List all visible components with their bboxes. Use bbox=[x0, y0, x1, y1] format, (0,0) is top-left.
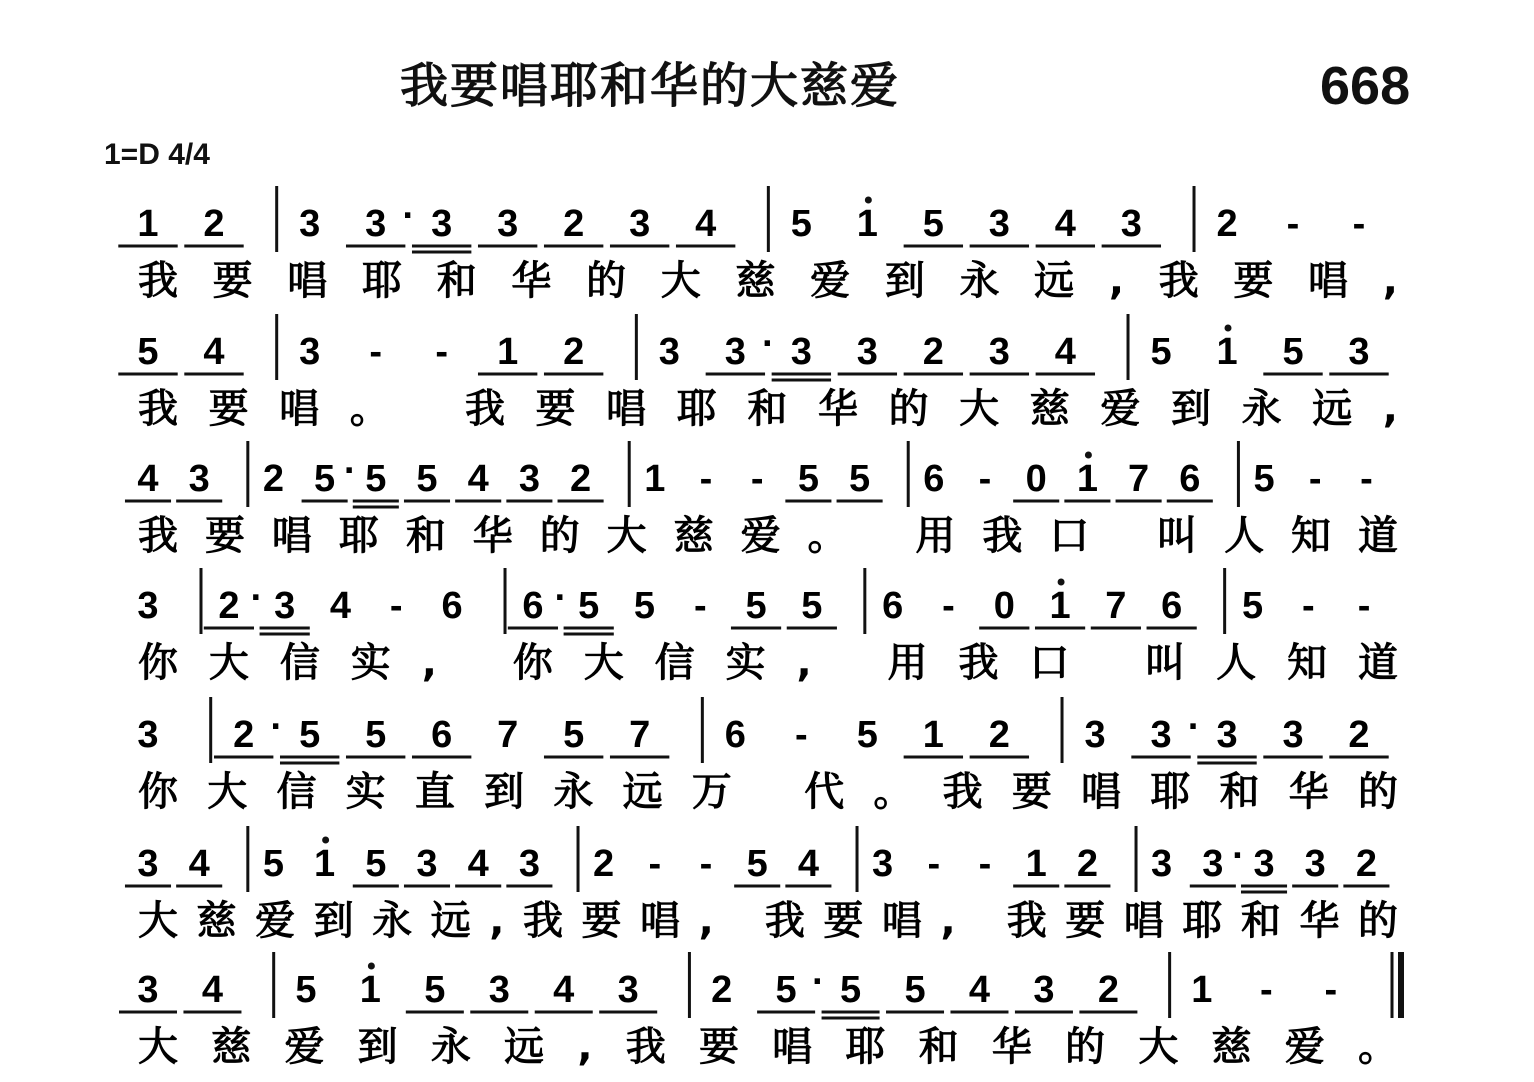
dash-extension: - bbox=[927, 843, 941, 885]
dash-extension: - bbox=[435, 331, 449, 373]
note: 5 bbox=[1241, 585, 1264, 627]
note: 5 bbox=[416, 458, 438, 500]
note: 3 bbox=[137, 969, 159, 1011]
note: 5 bbox=[633, 585, 656, 627]
note: 1 bbox=[314, 843, 336, 885]
note: 5 bbox=[365, 458, 387, 500]
high-octave-dot bbox=[322, 837, 329, 844]
dash-extension: - bbox=[648, 843, 662, 885]
note: 4 bbox=[553, 969, 575, 1011]
hymn-number: 668 bbox=[1320, 56, 1411, 116]
augmentation-dot: · bbox=[402, 195, 416, 237]
note: 3 bbox=[274, 585, 296, 627]
note: 5 bbox=[424, 969, 446, 1011]
dash-extension: - bbox=[693, 585, 707, 627]
note: 5 bbox=[790, 203, 812, 245]
note: 5 bbox=[299, 714, 321, 756]
note: 5 bbox=[137, 331, 159, 373]
dash-extension: - bbox=[1357, 585, 1371, 627]
note: 3 bbox=[497, 203, 519, 245]
note: 4 bbox=[188, 843, 210, 885]
note: 5 bbox=[856, 714, 878, 756]
dash-extension: - bbox=[1286, 203, 1300, 245]
note: 5 bbox=[578, 585, 600, 627]
note: 3 bbox=[431, 203, 453, 245]
note: 3 bbox=[518, 843, 540, 885]
dash-extension: - bbox=[1259, 969, 1273, 1011]
augmentation-dot: · bbox=[1232, 835, 1245, 877]
note: 7 bbox=[629, 714, 651, 756]
note: 3 bbox=[1202, 843, 1224, 885]
augmentation-dot: · bbox=[812, 961, 825, 1003]
note: 5 bbox=[295, 969, 317, 1011]
note: 3 bbox=[299, 331, 321, 373]
dash-extension: - bbox=[942, 585, 955, 627]
note: 1 bbox=[922, 714, 944, 756]
note: 4 bbox=[201, 969, 224, 1011]
note: 1 bbox=[856, 203, 878, 245]
note: 5 bbox=[1282, 331, 1304, 373]
note: 3 bbox=[988, 203, 1010, 245]
note: 3 bbox=[988, 331, 1010, 373]
dash-extension: - bbox=[1308, 458, 1322, 500]
note: 4 bbox=[467, 458, 489, 500]
note: 3 bbox=[1150, 714, 1172, 756]
note: 3 bbox=[1084, 714, 1106, 756]
note: 2 bbox=[563, 203, 585, 245]
note: 4 bbox=[203, 331, 225, 373]
note: 1 bbox=[1076, 458, 1098, 500]
dash-extension: - bbox=[795, 714, 808, 756]
note: 6 bbox=[1179, 458, 1201, 500]
note: 2 bbox=[711, 969, 733, 1011]
note: 2 bbox=[922, 331, 944, 373]
note: 2 bbox=[1076, 843, 1098, 885]
note: 4 bbox=[467, 843, 489, 885]
dash-extension: - bbox=[1301, 585, 1315, 627]
note: 0 bbox=[1025, 458, 1047, 500]
note: 2 bbox=[1097, 969, 1119, 1011]
note: 5 bbox=[1150, 331, 1172, 373]
lyrics-line: 你大信实, 你大信实, 用我口 叫人知道 bbox=[138, 640, 1398, 686]
dash-extension: - bbox=[699, 458, 713, 500]
note: 1 bbox=[497, 331, 519, 373]
note: 5 bbox=[801, 585, 823, 627]
dash-extension: - bbox=[1352, 203, 1366, 245]
high-octave-dot bbox=[1058, 579, 1065, 586]
score-line bbox=[137, 568, 1398, 686]
lyrics-line: 大慈爱到永远,我要唱耶和华的大慈爱。 bbox=[138, 1024, 1398, 1070]
augmentation-dot: · bbox=[1187, 706, 1201, 748]
note: 3 bbox=[617, 969, 639, 1011]
note: 4 bbox=[1054, 203, 1076, 245]
note: 2 bbox=[218, 585, 240, 627]
note: 5 bbox=[563, 714, 585, 756]
note: 5 bbox=[922, 203, 944, 245]
score-line bbox=[125, 826, 1398, 944]
note: 3 bbox=[1304, 843, 1326, 885]
note: 5 bbox=[775, 969, 797, 1011]
note: 5 bbox=[365, 714, 387, 756]
note: 6 bbox=[441, 585, 463, 627]
dash-extension: - bbox=[699, 843, 713, 885]
note: 3 bbox=[137, 585, 159, 627]
note: 3 bbox=[518, 458, 540, 500]
augmentation-dot: · bbox=[270, 706, 284, 748]
note: 5 bbox=[746, 843, 768, 885]
lyrics-line: 我要唱耶和华的大慈爱。 用我口 叫人知道 bbox=[138, 513, 1398, 559]
note: 3 bbox=[629, 203, 651, 245]
note: 3 bbox=[137, 843, 159, 885]
note: 5 bbox=[745, 585, 767, 627]
note: 2 bbox=[203, 203, 225, 245]
note: 2 bbox=[563, 331, 585, 373]
dash-extension: - bbox=[978, 843, 992, 885]
dash-extension: - bbox=[389, 585, 403, 627]
note: 3 bbox=[299, 203, 321, 245]
note: 5 bbox=[849, 458, 871, 500]
hymn-title: 我要唱耶和华的大慈爱 bbox=[400, 58, 901, 114]
note: 1 bbox=[644, 458, 666, 500]
note: 2 bbox=[593, 843, 615, 885]
note: 5 bbox=[365, 843, 387, 885]
note: 4 bbox=[797, 843, 819, 885]
high-octave-dot bbox=[368, 963, 375, 970]
note: 7 bbox=[497, 714, 519, 756]
lyrics-line: 我要唱。 我要唱耶和华的大慈爱到永远, bbox=[138, 386, 1398, 432]
augmentation-dot: · bbox=[343, 450, 357, 492]
dash-extension: - bbox=[978, 458, 992, 500]
augmentation-dot: · bbox=[762, 323, 775, 365]
augmentation-dot: · bbox=[250, 577, 264, 619]
note: 3 bbox=[137, 714, 159, 756]
note: 3 bbox=[488, 969, 510, 1011]
note: 1 bbox=[1216, 331, 1238, 373]
note: 2 bbox=[1216, 203, 1238, 245]
augmentation-dot: · bbox=[554, 577, 568, 619]
note: 4 bbox=[329, 585, 352, 627]
note: 2 bbox=[988, 714, 1010, 756]
dash-extension: - bbox=[369, 331, 383, 373]
high-octave-dot bbox=[1225, 325, 1232, 332]
note: 3 bbox=[724, 331, 746, 373]
note: 3 bbox=[1216, 714, 1238, 756]
note: 2 bbox=[262, 458, 284, 500]
note: 4 bbox=[695, 203, 717, 245]
high-octave-dot bbox=[865, 197, 872, 204]
note: 5 bbox=[1253, 458, 1275, 500]
score-line bbox=[125, 441, 1398, 559]
note: 1 bbox=[1191, 969, 1213, 1011]
note: 3 bbox=[1253, 843, 1275, 885]
score-line bbox=[118, 186, 1398, 304]
note: 3 bbox=[365, 203, 387, 245]
note: 1 bbox=[1025, 843, 1047, 885]
note: 4 bbox=[137, 458, 159, 500]
note: 5 bbox=[904, 969, 926, 1011]
note: 6 bbox=[882, 585, 904, 627]
note: 6 bbox=[431, 714, 453, 756]
note: 6 bbox=[724, 714, 746, 756]
key-time-signature: 1=D 4/4 bbox=[104, 138, 210, 171]
note: 2 bbox=[233, 714, 255, 756]
note: 6 bbox=[522, 585, 544, 627]
note: 7 bbox=[1128, 458, 1150, 500]
note: 3 bbox=[1282, 714, 1304, 756]
note: 3 bbox=[416, 843, 438, 885]
note: 3 bbox=[856, 331, 878, 373]
note: 4 bbox=[1054, 331, 1076, 373]
note: 3 bbox=[1151, 843, 1173, 885]
note: 5 bbox=[314, 458, 336, 500]
note: 7 bbox=[1105, 585, 1127, 627]
note: 4 bbox=[968, 969, 991, 1011]
note: 5 bbox=[839, 969, 862, 1011]
score-line bbox=[119, 952, 1401, 1070]
note: 5 bbox=[797, 458, 819, 500]
note: 1 bbox=[1049, 585, 1071, 627]
lyrics-line: 我要唱耶和华的大慈爱到永远,我要唱, bbox=[138, 258, 1398, 304]
note: 3 bbox=[1120, 203, 1142, 245]
high-octave-dot bbox=[1085, 452, 1092, 459]
note: 1 bbox=[359, 969, 381, 1011]
note: 6 bbox=[1161, 585, 1183, 627]
note: 2 bbox=[1355, 843, 1377, 885]
dash-extension: - bbox=[750, 458, 764, 500]
note: 3 bbox=[1033, 969, 1055, 1011]
note: 3 bbox=[188, 458, 210, 500]
note: 6 bbox=[923, 458, 945, 500]
note: 3 bbox=[872, 843, 894, 885]
note: 0 bbox=[993, 585, 1015, 627]
dash-extension: - bbox=[1360, 458, 1373, 500]
note: 2 bbox=[570, 458, 592, 500]
note: 2 bbox=[1348, 714, 1370, 756]
lyrics-line: 大慈爱到永远,我要唱, 我要唱, 我要唱耶和华的 bbox=[138, 898, 1398, 944]
note: 3 bbox=[658, 331, 680, 373]
note: 5 bbox=[262, 843, 284, 885]
lyrics-line: 你大信实直到永远万 代。我要唱耶和华的 bbox=[138, 769, 1399, 815]
note: 3 bbox=[790, 331, 812, 373]
dash-extension: - bbox=[1324, 969, 1338, 1011]
score-line bbox=[137, 697, 1398, 815]
note: 3 bbox=[1348, 331, 1370, 373]
note: 1 bbox=[137, 203, 159, 245]
score-line bbox=[118, 314, 1398, 432]
